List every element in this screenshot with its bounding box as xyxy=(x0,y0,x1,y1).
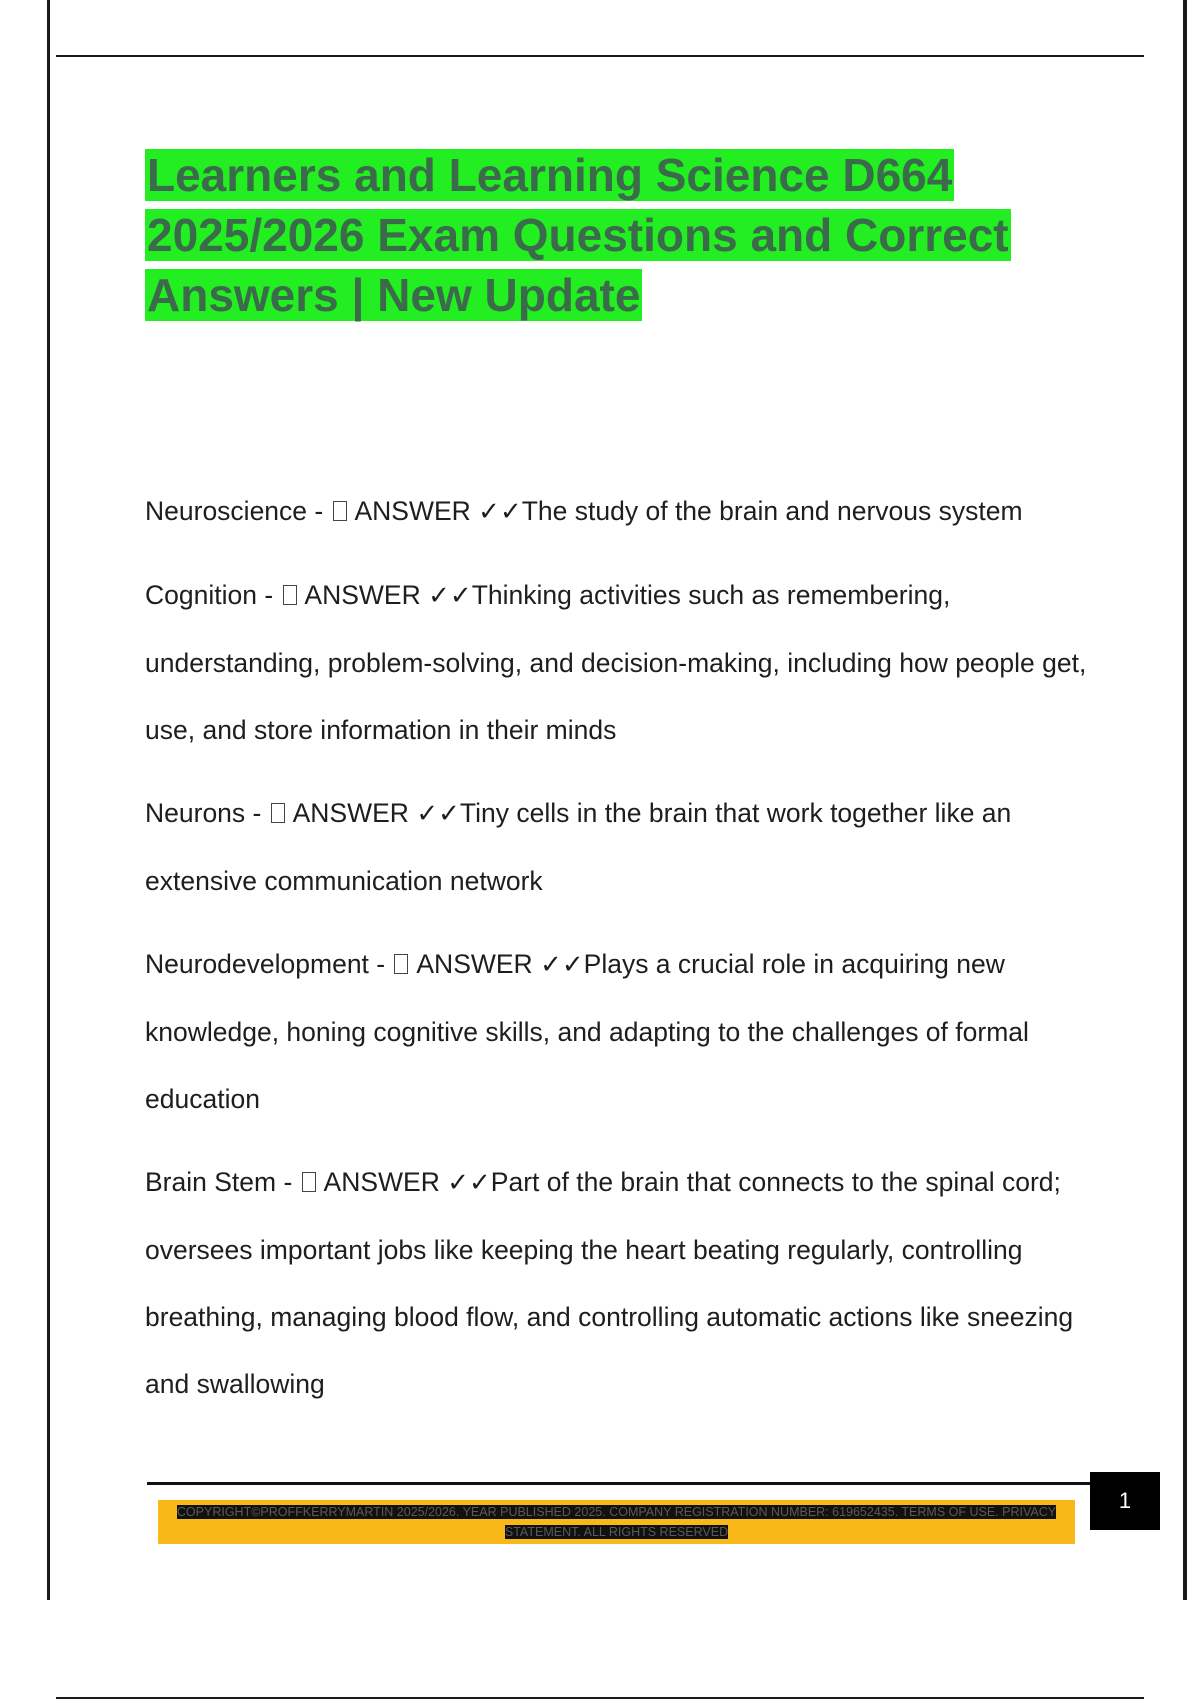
double-check-icon: ✓✓ xyxy=(428,581,472,611)
entry-answer-label: ANSWER xyxy=(317,1167,448,1197)
qa-entry xyxy=(145,931,1105,1133)
double-check-icon: ✓✓ xyxy=(447,1168,491,1198)
entry-answer-label: ANSWER xyxy=(286,798,417,828)
page-number-badge: 1 xyxy=(1090,1472,1160,1530)
page-frame-left-border xyxy=(47,0,50,1600)
entry-separator: - xyxy=(307,496,331,526)
document-title-text: Learners and Learning Science D664 2025/2026 Exam Questions and Correct Answers | New Update xyxy=(147,149,1009,321)
entry-term: Neurodevelopment xyxy=(145,949,369,979)
missing-glyph-icon xyxy=(333,501,347,521)
entry-separator: - xyxy=(256,580,281,610)
missing-glyph-icon xyxy=(302,1172,316,1192)
document-title xyxy=(145,145,1085,325)
entry-term: Neuroscience xyxy=(145,496,308,526)
qa-entry xyxy=(145,562,1105,764)
entry-definition: Thinking activities such as remembering, understanding, problem-solving, and decision-making, including how people get, use, and store information in their minds xyxy=(145,580,1087,745)
entry-definition: Part of the brain that connects to the spinal cord; oversees important jobs like keeping the heart beating regularly, controlling breathing, managing blood flow, and controlling automatic actions like sneezing and swallowing xyxy=(145,1167,1074,1399)
entry-answer-label: ANSWER xyxy=(348,496,479,526)
footer-rule xyxy=(147,1482,1090,1485)
copyright-band xyxy=(158,1500,1075,1544)
missing-glyph-icon xyxy=(283,585,297,605)
next-page-top-rule xyxy=(56,1697,1144,1699)
entry-answer-label: ANSWER xyxy=(298,580,429,610)
entry-term: Brain Stem xyxy=(145,1167,277,1197)
double-check-icon: ✓✓ xyxy=(540,950,584,980)
page-frame-right-border xyxy=(1183,0,1187,1600)
entry-separator: - xyxy=(276,1167,300,1197)
double-check-icon: ✓✓ xyxy=(478,497,522,527)
entry-definition: Plays a crucial role in acquiring new knowledge, honing cognitive skills, and adapting to the challenges of formal education xyxy=(145,949,1029,1114)
qa-entry xyxy=(145,780,1105,915)
entry-definition: The study of the brain and nervous system xyxy=(521,496,1023,526)
entry-term: Cognition xyxy=(145,580,257,610)
entry-separator: - xyxy=(368,949,393,979)
double-check-icon: ✓✓ xyxy=(416,799,460,829)
qa-list xyxy=(145,478,1105,1434)
entry-definition: Tiny cells in the brain that work together like an extensive communication network xyxy=(145,798,1012,896)
qa-entry xyxy=(145,1149,1105,1418)
missing-glyph-icon xyxy=(271,803,285,823)
missing-glyph-icon xyxy=(394,954,408,974)
header-rule xyxy=(56,55,1144,57)
copyright-text: COPYRIGHT©PROFFKERRYMARTIN 2025/2026. YEAR PUBLISHED 2025. COMPANY REGISTRATION NUMBER: 619652435. TERMS OF USE. PRIVACY STATEMENT. ALL RIGHTS RESERVED xyxy=(176,1505,1057,1539)
entry-answer-label: ANSWER xyxy=(410,949,541,979)
qa-entry xyxy=(145,478,1105,546)
entry-term: Neurons xyxy=(145,798,246,828)
entry-separator: - xyxy=(245,798,269,828)
